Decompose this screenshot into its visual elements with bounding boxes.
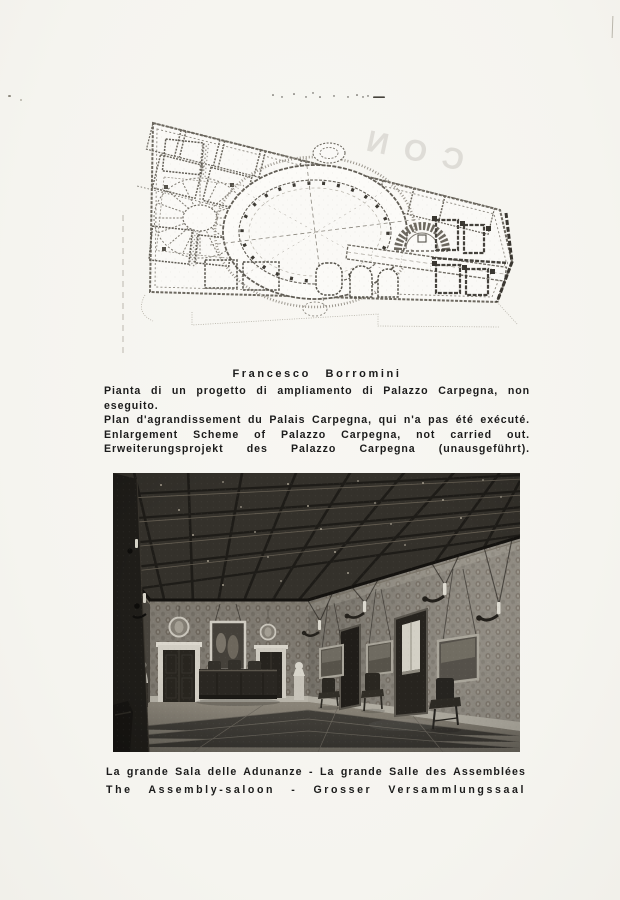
palazzo-carpegna-plan-drawing (110, 85, 530, 365)
plan-caption (104, 367, 530, 457)
assembly-hall-photograph (113, 473, 520, 752)
scan-speck (8, 95, 11, 97)
photo-caption-line-1: La grande Sala delle Adunanze - La grande Salle des Assemblées (106, 766, 526, 778)
photo-vignette (113, 473, 520, 752)
scan-speck (20, 99, 22, 101)
scan-scratch-mark (612, 16, 614, 38)
photo-figure (113, 473, 520, 752)
plan-caption-line-english: Enlargement Scheme of Palazzo Carpegna, not carried out. (104, 428, 530, 441)
plan-caption-line-italian: Pianta di un progetto di ampliamento di Palazzo Carpegna, non eseguito. (104, 385, 530, 412)
plan-caption-line-german: Erweiterungsprojekt des Palazzo Carpegna (unausgeführt). (104, 443, 530, 456)
plan-caption-line-french: Plan d'agrandissement du Palais Carpegna, qui n'a pas été exécuté. (104, 414, 530, 427)
bleed-through-text: CON (347, 121, 467, 178)
photo-caption (106, 763, 526, 799)
photo-caption-line-2: The Assembly-saloon - Grosser Versammlungssaal (106, 784, 526, 796)
scan-dashes (272, 92, 385, 98)
plan-caption-title: Francesco Borromini (232, 368, 402, 380)
plan-figure (110, 85, 530, 365)
